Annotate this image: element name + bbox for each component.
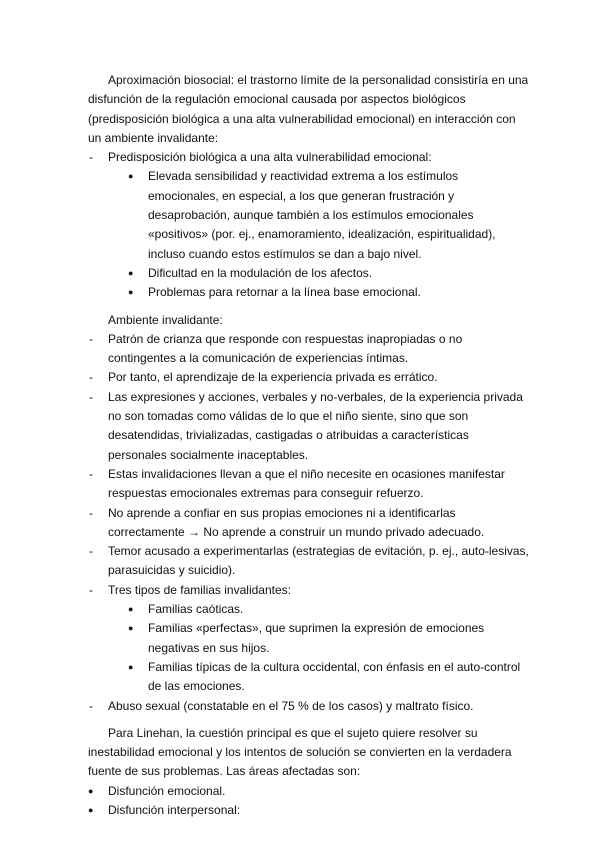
ambiente-list <box>88 330 530 716</box>
bullet-item: ● Familias caóticas. <box>128 600 530 619</box>
bullet-item: ● Familias «perfectas», que suprimen la expresión de emociones negativas en sus hijos. <box>128 619 530 658</box>
dash-list-item <box>88 581 530 697</box>
familias-bullets <box>128 600 530 696</box>
ambiente-heading: Ambiente invalidante: <box>108 312 223 327</box>
dash-list-item: - Patrón de crianza que responde con respuestas inapropiadas o no contingentes a la comunicación de experiencias íntimas. <box>88 330 530 369</box>
intro-paragraph: Aproximación biosocial: el trastorno límite de la personalidad consistiría en una disfunción de la regulación emocional causada por aspectos biológicos (predisposición biológica a una alta vulnerabilidad emocional) en interacción con un ambiente invalidante: <box>88 73 529 145</box>
dash-list-item: - Estas invalidaciones llevan a que el niño necesite en ocasiones manifestar respuestas emocionales extremas para conseguir refuerzo. <box>88 465 530 504</box>
bullet-item: ● Disfunción interpersonal: <box>88 801 530 820</box>
predisposicion-label: Predisposición biológica a una alta vulnerabilidad emocional: <box>108 150 432 165</box>
dash-list-item: - Abuso sexual (constatable en el 75 % de los casos) y maltrato físico. <box>88 697 530 716</box>
predisposicion-list <box>88 148 530 302</box>
linehan-paragraph: Para Linehan, la cuestión principal es que el sujeto quiere resolver su inestabilidad emocional y los intentos de solución se convierten en la verdadera fuente de sus problemas. Las áreas afectadas son: <box>88 725 512 779</box>
bullet-item: ● Familias típicas de la cultura occidental, con énfasis en el auto-control de las emociones. <box>128 658 530 697</box>
areas-list <box>88 782 530 821</box>
bullet-item: ● Problemas para retornar a la línea base emocional. <box>128 283 530 302</box>
dash-list-item <box>88 148 530 302</box>
bullet-item: ● Dificultad en la modulación de los afectos. <box>128 264 530 283</box>
dash-list-item: - No aprende a confiar en sus propias emociones ni a identificarlas correctamente → No aprende a construir un mundo privado adecuado. <box>88 504 530 543</box>
dash-list-item: - Temor acusado a experimentarlas (estrategias de evitación, p. ej., auto-lesivas, parasuicidas y suicidio). <box>88 542 530 581</box>
predisposicion-bullets <box>128 167 530 302</box>
familias-label: Tres tipos de familias invalidantes: <box>108 582 291 597</box>
bullet-item: ● Disfunción emocional. <box>88 782 530 801</box>
bullet-item: ● Elevada sensibilidad y reactividad extrema a los estímulos emocionales, en especial, a los que generan frustración y desaprobación, aunque también a los estímulos emocionales «positivos» (por. ej., enamoramiento, idealización, espiritualidad), incluso cuando estos estímulos se dan a bajo nivel. <box>128 167 530 263</box>
document-body <box>88 71 530 820</box>
dash-list-item: - Las expresiones y acciones, verbales y no-verbales, de la experiencia privada no son tomadas como válidas de lo que el niño siente, sino que son desatendidas, trivializadas, castigadas o atribuidas a características personales socialmente inaceptables. <box>88 388 530 465</box>
dash-list-item: - Por tanto, el aprendizaje de la experiencia privada es errático. <box>88 368 530 387</box>
